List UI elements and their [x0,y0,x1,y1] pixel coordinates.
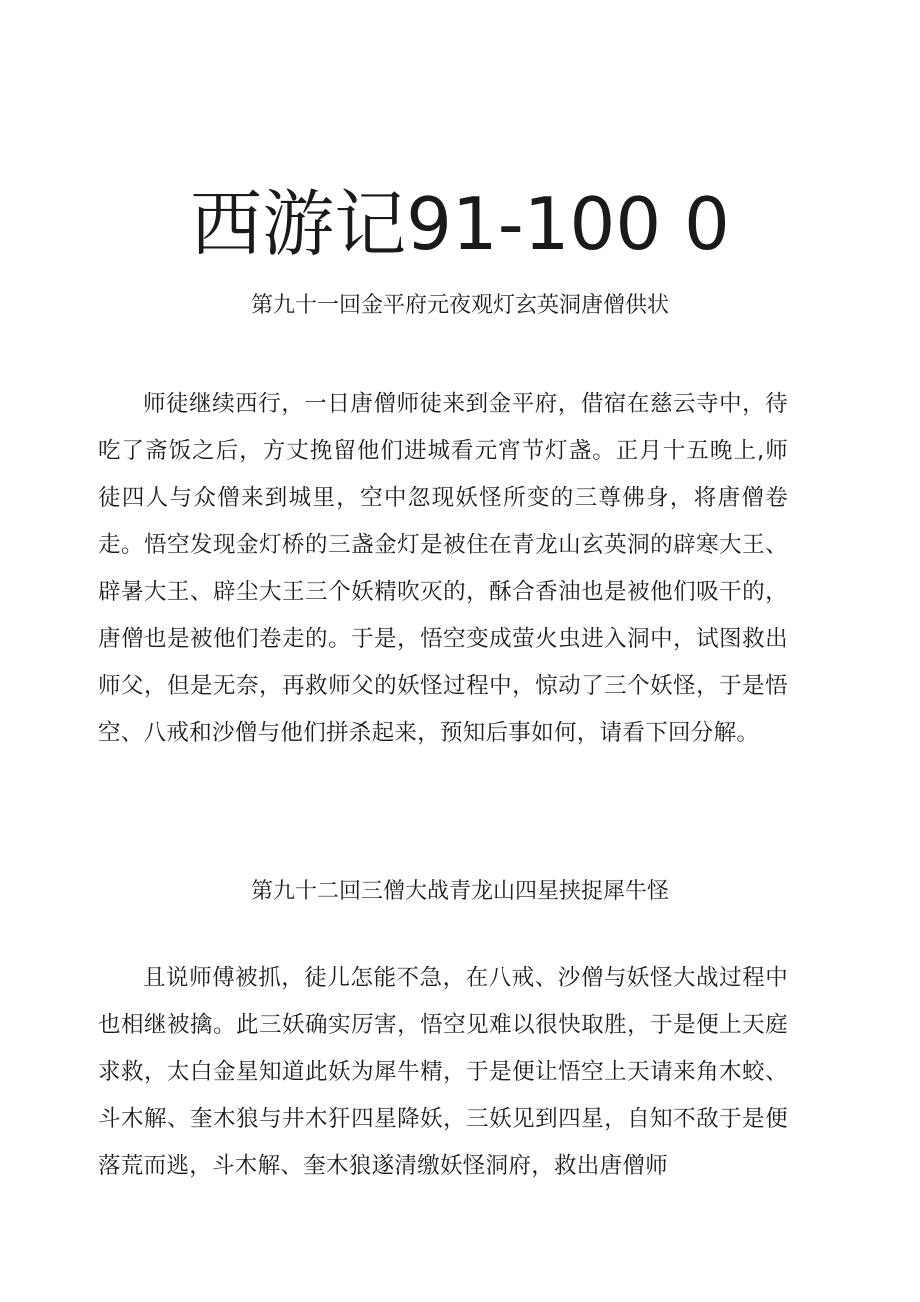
document-title: 西游记91-100 0 [190,182,730,266]
chapter-92-paragraph: 且说师傅被抓，徒儿怎能不急，在八戒、沙僧与妖怪大战过程中也相继被擒。此三妖确实厉害，悟空见难以很快取胜，于是便上天庭求救，太白金星知道此妖为犀牛精，于是便让悟空上天请来角木蛟、斗木解、奎木狼与井木犴四星降妖，三妖见到四星，自知不敌于是便落荒而逃，斗木解、奎木狼遂清缴妖怪洞府，救出唐僧师 [98,965,788,1179]
chapter-91-heading: 第九十一回金平府元夜观灯玄英洞唐僧供状 [250,293,669,318]
chapter-92-heading: 第九十二回三僧大战青龙山四星挟捉犀牛怪 [250,879,669,904]
chapter-91-paragraph: 师徒继续西行，一日唐僧师徒来到金平府，借宿在慈云寺中，待吃了斋饭之后，方丈挽留他们进城看元宵节灯盏。正月十五晚上,师徒四人与众僧来到城里，空中忽现妖怪所变的三尊佛身，将唐僧卷走。悟空发现金灯桥的三盏金灯是被住在青龙山玄英洞的辟寒大王、辟暑大王、辟尘大王三个妖精吹灭的，酥合香油也是被他们吸干的，唐僧也是被他们卷走的。于是，悟空变成萤火虫进入洞中，试图救出师父，但是无奈，再救师父的妖怪过程中，惊动了三个妖怪，于是悟空、八戒和沙僧与他们拼杀起来，预知后事如何，请看下回分解。 [98,391,788,746]
